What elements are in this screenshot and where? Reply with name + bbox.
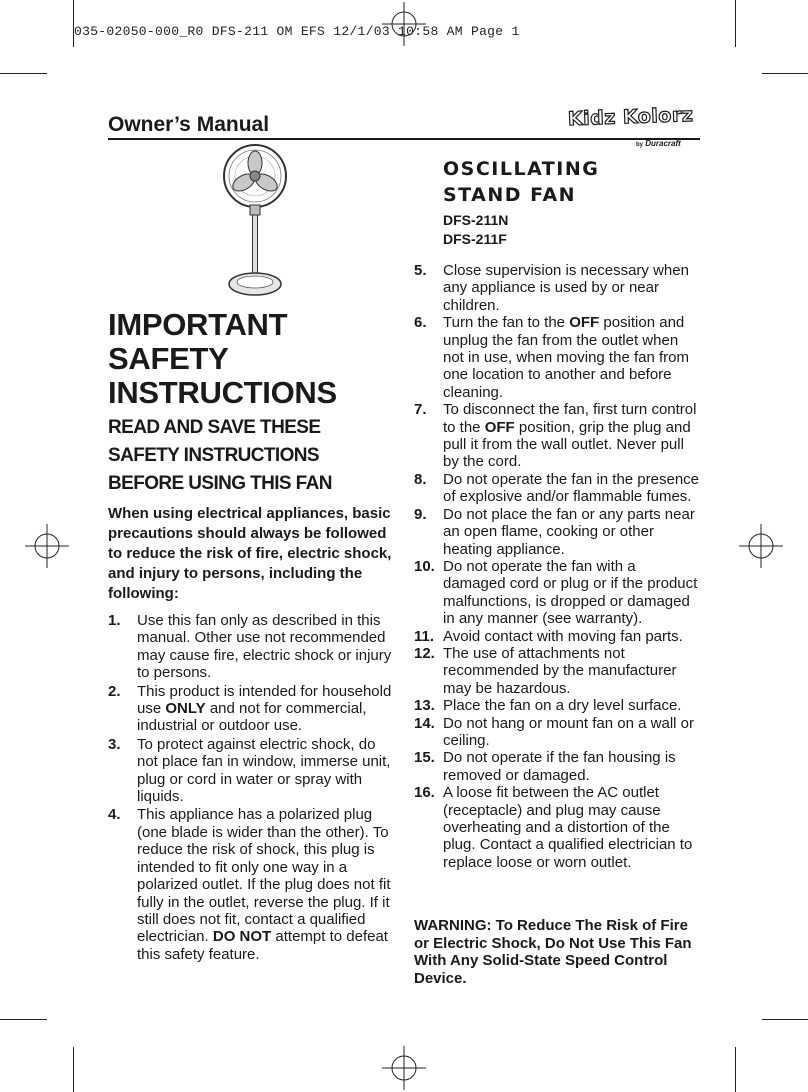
item-number: 16. [414,784,435,802]
registration-mark-icon [382,1046,426,1090]
item-emphasis: OFF [484,418,515,436]
header-rule [108,138,700,140]
model-number: DFS-211N [443,212,509,228]
safety-subheading-line: SAFETY INSTRUCTIONS [108,445,319,466]
item-text: Do not hang or mount fan on a wall or ceiling. [443,714,694,749]
list-item [414,506,702,558]
item-emphasis: DO NOT [212,928,272,946]
item-number: 11. [414,627,435,645]
item-number: 1. [108,612,121,629]
item-text: A loose fit between the AC outlet (receptacle) and plug may cause overheating and a distortion of the plug. Contact a qualified electrician to replace loose or worn outlet. [443,784,693,871]
item-text: To disconnect the fan, first turn control to the [443,401,697,436]
brand-by: by [636,142,644,148]
safety-subheading-line: READ AND SAVE THESE [108,417,321,438]
item-text: Use this fan only as described in this manual. Other use not recommended may cause fire, electric shock or injury to persons. [137,612,392,682]
registration-mark-icon [382,2,426,46]
item-emphasis: OFF [569,314,600,332]
item-text: Turn the fan to the [443,314,570,332]
item-number: 10. [414,557,435,575]
crop-mark-icon [0,1019,47,1020]
instruction-list-left [108,612,396,963]
item-text: Do not operate if the fan housing is removed or damaged. [443,749,676,784]
list-item [414,314,702,401]
list-item [414,645,702,697]
item-emphasis: ONLY [165,700,206,718]
item-number: 6. [414,314,427,332]
crop-mark-icon [762,73,808,74]
brand-logo: Kidz Kolorz [567,103,694,131]
item-number: 15. [414,749,435,767]
crop-mark-icon [0,73,47,74]
crop-mark-icon [762,1019,808,1020]
item-number: 4. [108,806,121,824]
list-item [414,628,702,645]
item-number: 14. [414,714,435,732]
safety-subheading-line: BEFORE USING THIS FAN [108,473,332,494]
registration-mark-icon [739,524,783,568]
manual-title: Owner’s Manual [108,113,270,136]
item-number: 13. [414,697,435,715]
item-number: 3. [108,735,121,753]
item-text: Close supervision is necessary when any appliance is used by or near children. [443,262,689,314]
item-number: 8. [414,470,427,488]
item-number: 9. [414,505,427,523]
item-text: The use of attachments not recommended by the manufacturer may be hazardous. [443,644,677,697]
printer-slug: 035-02050-000_R0 DFS-211 OM EFS 12/1/03 10:58 AM Page 1 [74,24,520,39]
item-text: and not for commercial, industrial or outdoor use. [137,700,367,735]
item-text: This product is intended for household use [137,682,392,718]
list-item [108,736,396,806]
brand-byline [636,139,681,148]
item-number: 5. [414,262,427,279]
item-text: position, grip the plug and pull it from the wall outlet. Never pull by the cord. [443,418,691,471]
item-number: 2. [108,682,121,700]
list-item [414,401,702,471]
item-text: Avoid contact with moving fan parts. [443,627,683,645]
safety-subheading [108,414,408,498]
list-item [108,683,396,735]
warning-notice: WARNING: To Reduce The Risk of Fire or Electric Shock, Do Not Use This Fan With Any Solid-State Speed Control Device. [414,917,692,987]
list-item [414,784,702,871]
safety-heading-line: IMPORTANT [108,307,288,342]
product-title-line-1: OSCILLATING [443,158,600,180]
list-item [414,471,702,506]
crop-mark-icon [73,0,74,47]
list-item [414,262,702,314]
crop-mark-icon [735,1047,736,1092]
stand-fan-icon [215,143,295,299]
item-text: Do not operate the fan with a damaged cord or plug or if the product malfunctions, is dropped or damaged in any manner (see warranty). [443,557,698,628]
list-item [414,558,702,628]
item-number: 7. [414,401,427,419]
item-text: Place the fan on a dry level surface. [443,697,682,715]
item-text: position and unplug the fan from the outlet when not in use, when moving the fan from one location to another and before cleaning. [443,314,689,401]
item-text: To protect against electric shock, do not place fan in window, immerse unit, plug or cord in water or spray with liquids. [137,735,391,806]
list-item [108,612,396,682]
item-text: This appliance has a polarized plug (one blade is wider than the other). To reduce the risk of shock, this plug is intended to fit only one way in a polarized outlet. If the plug does not fit fully in the outlet, reverse the plug. If it still does not fit, contact a qualified electrician. [137,806,391,946]
item-number: 12. [414,644,435,662]
list-item [414,697,702,714]
product-title [443,156,683,208]
registration-mark-icon [25,524,69,568]
item-text: Do not operate the fan in the presence of explosive and/or flammable fumes. [443,470,700,506]
safety-intro: When using electrical appliances, basic precautions should always be followed to reduce the risk of fire, electric shock, and injury to persons, including the following: [108,505,392,602]
list-item [414,715,702,750]
crop-mark-icon [735,0,736,47]
instruction-list-right [414,262,702,871]
list-item [414,749,702,784]
crop-mark-icon [73,1047,74,1092]
safety-heading-line: INSTRUCTIONS [108,375,337,410]
safety-heading-line: SAFETY [108,341,229,376]
brand-maker: Duracraft [645,139,681,148]
model-number: DFS-211F [443,231,507,247]
safety-heading [108,308,408,410]
list-item [108,806,396,963]
item-text: attempt to defeat this safety feature. [137,928,388,963]
item-text: Do not place the fan or any parts near an open flame, cooking or other heating appliance. [443,505,695,558]
product-title-line-2: STAND FAN [443,184,577,206]
